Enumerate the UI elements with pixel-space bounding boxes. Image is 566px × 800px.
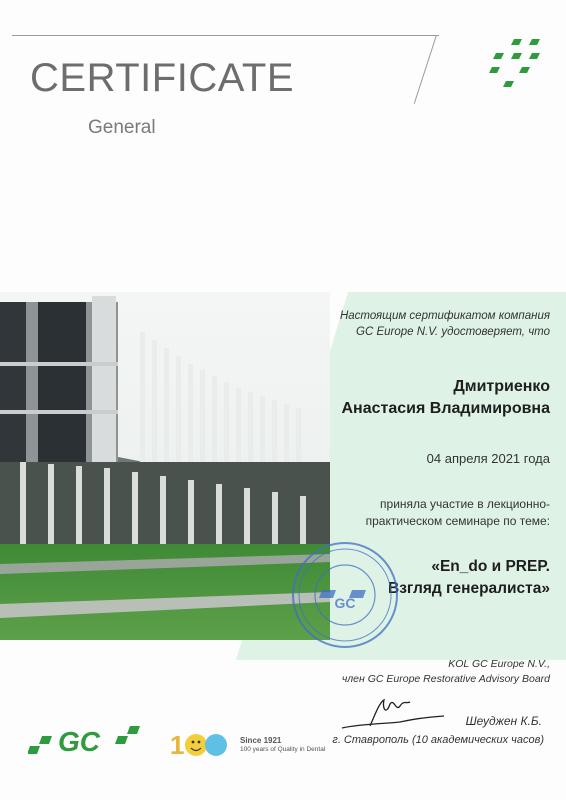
signer-name: Шеуджен К.Б. xyxy=(465,714,542,728)
svg-text:GC: GC xyxy=(334,595,356,611)
intro-line-1: Настоящим сертификатом компания xyxy=(339,310,550,322)
since-year: Since 1921 xyxy=(240,736,282,745)
svg-text:GC: GC xyxy=(58,726,100,756)
topic-intro-line-1: приняла участие в лекционно- xyxy=(380,497,550,511)
topic-line-2: Взгляд генералиста» xyxy=(388,580,550,597)
svg-text:1: 1 xyxy=(170,730,185,760)
city-and-hours: г. Ставрополь (10 академических часов) xyxy=(332,734,544,746)
gc-logo-icon xyxy=(28,722,158,756)
kol-line-1: KOL GC Europe N.V., xyxy=(448,658,550,670)
topic-intro-line-2: практическом семинаре по теме: xyxy=(365,514,550,528)
topic-line-1: «En_do и PREP. xyxy=(431,558,550,575)
kol-line-2: член GC Europe Restorative Advisory Board xyxy=(341,673,550,685)
since-tagline: 100 years of Quality in Dental xyxy=(240,746,326,753)
intro-text xyxy=(340,308,550,340)
topic-intro xyxy=(366,496,550,530)
event-date: 04 апреля 2021 года xyxy=(426,451,550,466)
recipient-surname: Дмитриенко xyxy=(453,378,550,395)
building-photo xyxy=(0,292,330,640)
company-stamp-icon xyxy=(290,540,400,650)
since-1921-label xyxy=(240,737,325,754)
certificate-title: CERTIFICATE xyxy=(30,56,295,100)
intro-line-2: GC Europe N.V. удостоверяет, что xyxy=(356,326,550,338)
recipient-name xyxy=(342,376,551,420)
handwritten-signature xyxy=(340,694,450,734)
seminar-topic xyxy=(388,556,550,600)
kol-credentials xyxy=(342,657,550,687)
certificate-subtitle: General xyxy=(88,117,156,138)
100-years-logo-icon xyxy=(170,726,230,762)
recipient-given-names: Анастасия Владимировна xyxy=(341,400,550,417)
